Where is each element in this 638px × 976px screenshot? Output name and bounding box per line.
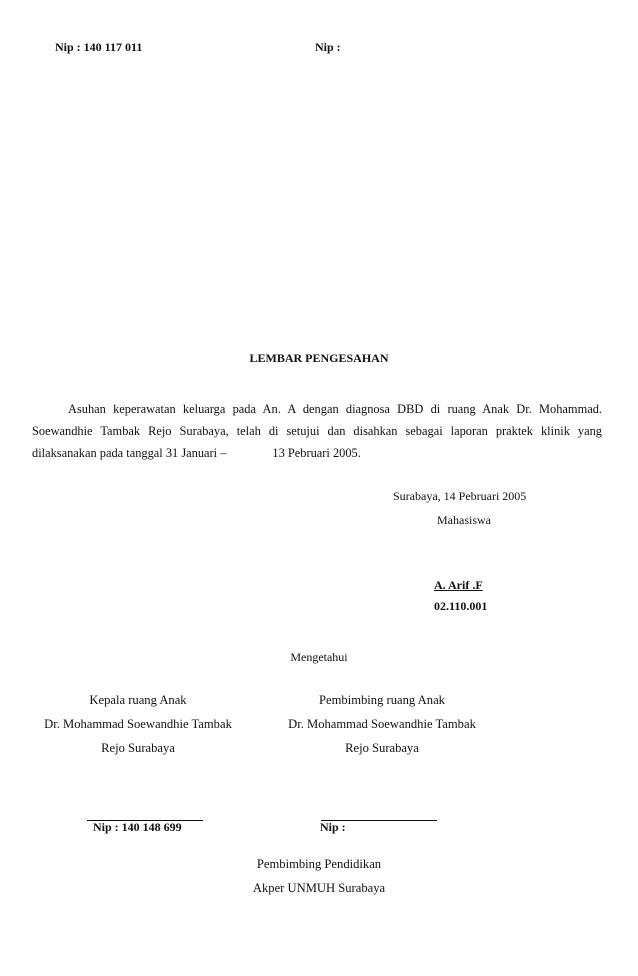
student-role: Mahasiswa [437,513,491,527]
paragraph-line-3-end: 13 Pebruari 2005. [272,446,361,460]
top-nip-right: Nip : [315,40,341,54]
education-signer-role: Pembimbing Pendidikan [256,857,382,871]
acknowledge-label: Mengetahui [290,650,348,664]
student-name: A. Arif .F [434,578,483,592]
place-date: Surabaya, 14 Pebruari 2005 [393,489,527,503]
student-nim: 02.110.001 [434,599,488,613]
right-signer-hospital-line2: Rejo Surabaya [345,741,419,755]
approval-paragraph [32,398,602,464]
paragraph-line-3-start: dilaksanakan pada tanggal 31 Januari – [32,446,227,460]
education-signer-block [0,852,638,900]
paragraph-line-3 [32,442,602,464]
right-signer-block [272,688,492,760]
left-signer-nip: Nip : 140 148 699 [93,820,182,834]
left-signer-block [28,688,248,760]
left-signer-hospital-line2: Rejo Surabaya [101,741,175,755]
right-signer-hospital-line1: Dr. Mohammad Soewandhie Tambak [288,717,476,731]
right-signer-role: Pembimbing ruang Anak [319,693,445,707]
paragraph-line-2: Soewandhie Tambak Rejo Surabaya, telah di setujui dan disahkan sebagai laporan praktek klinik yang [32,424,602,438]
right-signer-nip: Nip : [320,820,346,834]
document-title: LEMBAR PENGESAHAN [249,351,389,365]
left-signer-role: Kepala ruang Anak [89,693,187,707]
education-signer-institution: Akper UNMUH Surabaya [252,881,386,895]
top-nip-left: Nip : 140 117 011 [55,40,143,54]
left-signer-hospital-line1: Dr. Mohammad Soewandhie Tambak [44,717,232,731]
paragraph-line-1: Asuhan keperawatan keluarga pada An. A dengan diagnosa DBD di ruang Anak Dr. Mohammad. [68,402,602,416]
